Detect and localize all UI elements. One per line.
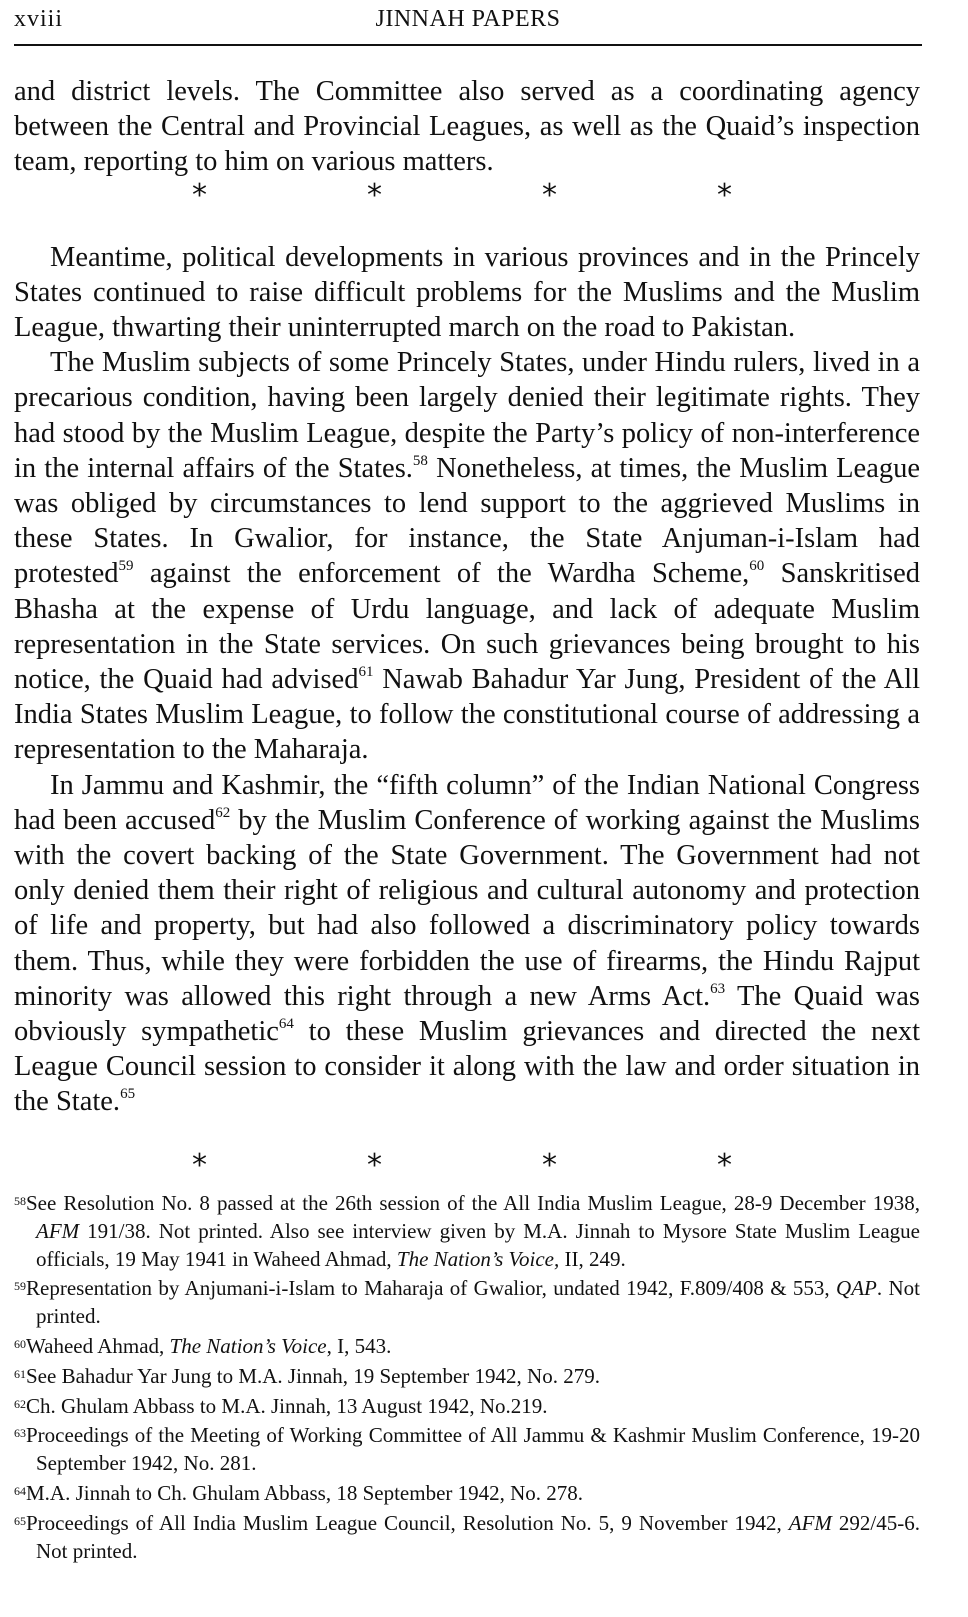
section-break-top [192,177,732,213]
section-break-bottom [192,1150,732,1182]
footnote-64: $^{64}$M.A. Jinnah to Ch. Ghulam Abbass, 18 September 1942, No. 278. [14,1480,584,1505]
footnote-61: $^{61}$See Bahadur Yar Jung to M.A. Jinnah, 19 September 1942, No. 279. [14,1363,600,1388]
page-header [14,4,922,46]
footnote-ref-58[interactable]: 58 [412,452,428,469]
section-break-star: * [717,177,732,213]
running-title: JINNAH PAPERS [375,6,561,32]
section-break-star: * [542,177,557,213]
footnote-ref-64[interactable]: 64 [278,1016,294,1033]
paragraph-4: In Jammu and Kashmir, the “fifth column” of the Indian National Congress had been accused$^{62}$ by the Muslim Conference of working against the Muslims with the covert backing of the State Government. The Government had not only denied them their right of religious and cultural autonomy and protection of life and property, but had also followed a discriminatory policy towards them. Thus, while they were forbidden the use of firearms, the Hindu Rajput minority was allowed this right through a new Arms Act.$^{63}$ The Quaid was obviously sympathetic$^{64}$ to these Muslim grievances and directed the next League Council session to consider it along with the law and order situation in the State.$^{65}$ [14,769,921,1118]
page-number: xviii [14,6,64,32]
section-break-star: * [717,1148,732,1183]
footnote-ref-61[interactable]: 61 [358,664,374,681]
footnote-ref-65[interactable]: 65 [120,1086,136,1103]
footnote-63: $^{63}$Proceedings of the Meeting of Working Committee of All Jammu & Kashmir Muslim Conference, 19-20 September 1942, No. 281. [14,1423,920,1476]
footnote-ref-60[interactable]: 60 [749,558,765,575]
footnote-60: $^{60}$Waheed Ahmad, The Nation’s Voice, I, 543. [14,1333,392,1358]
section-break-star: * [192,177,207,213]
footnotes-section [14,1150,920,1565]
section-break-star: * [192,1148,207,1183]
footnote-ref-62[interactable]: 62 [215,804,231,821]
footnote-ref-59[interactable]: 59 [118,558,134,575]
section-break-star: * [367,1148,382,1183]
footnote-65: $^{65}$Proceedings of All India Muslim League Council, Resolution No. 5, 9 November 1942, AFM 292/45-6. Not printed. [14,1510,921,1563]
paragraph-1: and district levels. The Committee also served as a coordinating agency between the Central and Provincial Leagues, as well as the Quaid’s inspection team, reporting to him on various matters. [14,76,920,178]
footnote-62: $^{62}$Ch. Ghulam Abbass to M.A. Jinnah, 13 August 1942, No.219. [14,1393,548,1418]
paragraph-2: Meantime, political developments in various provinces and in the Princely States continued to raise difficult problems for the Muslims and the Muslim League, thwarting their uninterrupted march on the road to Pakistan. [14,241,920,344]
footnote-58: $^{58}$See Resolution No. 8 passed at the 26th session of the All India Muslim League, 28-9 December 1938, AFM 191/38. Not printed. Also see interview given by M.A. Jinnah to Mysore State Muslim League officials, 19 May 1941 in Waheed Ahmad, The Nation’s Voice, II, 249. [14,1191,920,1271]
paragraph-3: The Muslim subjects of some Princely States, under Hindu rulers, lived in a precarious condition, having been largely denied their legitimate rights. They had stood by the Muslim League, despite the Party’s policy of non-interference in the internal affairs of the States.$^{58}$ Nonetheless, at times, the Muslim League was obliged by circumstances to lend support to the aggrieved Muslims in these States. In Gwalior, for instance, the State Anjuman-i-Islam had protested$^{59}$ against the enforcement of the Wardha Scheme,$^{60}$ Sanskritised Bhasha at the expense of Urdu language, and lack of adequate Muslim representation in the State services. On such grievances being brought to his notice, the Quaid had advised$^{61}$ Nawab Bahadur Yar Jung, President of the All India States Muslim League, to follow the constitutional course of addressing a representation to the Maharaja. [14,347,920,766]
main-text [14,74,920,1120]
section-break-star: * [367,177,382,213]
footnote-ref-63[interactable]: 63 [710,980,726,997]
footnote-59: $^{59}$Representation by Anjumani-i-Islam to Maharaja of Gwalior, undated 1942, F.809/408 & 553, QAP. Not printed. [14,1276,921,1329]
section-break-star: * [542,1148,557,1183]
